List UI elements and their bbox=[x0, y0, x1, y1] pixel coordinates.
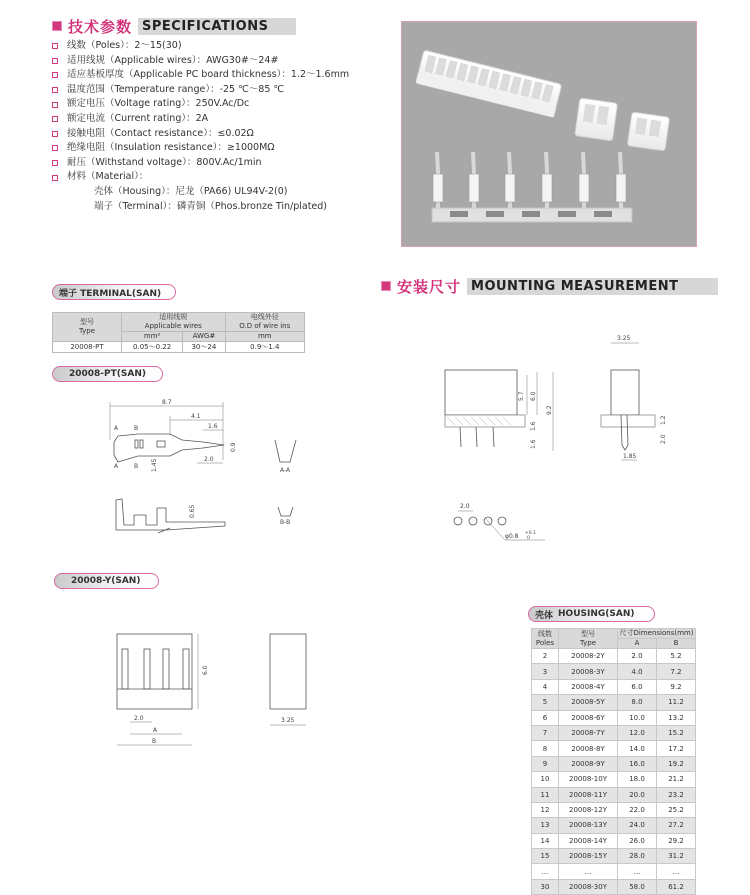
cell-type: 20008-14Y bbox=[559, 833, 618, 848]
cell-type: 20008-13Y bbox=[559, 818, 618, 833]
cell-a: 20.0 bbox=[618, 787, 657, 802]
spec-item: 温度范围（Temperature range）：-25 ℃～85 ℃ bbox=[52, 83, 349, 98]
cell-type: 20008-8Y bbox=[559, 741, 618, 756]
table-row bbox=[532, 649, 696, 664]
cell-type: 20008-30Y bbox=[559, 879, 618, 894]
dim-tip-h: 0.9 bbox=[230, 442, 237, 452]
dim-height: 0.65 bbox=[189, 504, 196, 518]
spec-item: 适用线规（Applicable wires）：AWG30#～24# bbox=[52, 54, 349, 69]
svg-text:+0.1: +0.1 bbox=[525, 531, 536, 536]
header-applicable-wires: 适用线规 Applicable wires bbox=[122, 313, 226, 332]
svg-text:2.0: 2.0 bbox=[460, 503, 470, 510]
svg-text:2.0: 2.0 bbox=[660, 434, 667, 444]
cell-poles: 4 bbox=[532, 679, 559, 694]
specifications-title-cn: 技术参数 bbox=[68, 17, 133, 36]
bullet-icon bbox=[52, 175, 58, 181]
section-bb-label: B-B bbox=[280, 519, 291, 526]
housing-2-pole-photo bbox=[627, 112, 669, 151]
cell-a: 4.0 bbox=[618, 664, 657, 679]
bullet-icon bbox=[52, 72, 58, 78]
cell-b: 13.2 bbox=[657, 710, 696, 725]
spec-item: 材料（Material）： bbox=[52, 170, 349, 185]
cell-poles: 11 bbox=[532, 787, 559, 802]
cell-a: 2.0 bbox=[618, 649, 657, 664]
dim-housing-a: A bbox=[153, 727, 158, 734]
svg-text:5.7: 5.7 bbox=[518, 391, 525, 401]
svg-text:1.2: 1.2 bbox=[660, 415, 667, 425]
section-aa-label: A-A bbox=[280, 467, 291, 474]
table-row bbox=[532, 802, 696, 817]
cell-type: 20008-12Y bbox=[559, 802, 618, 817]
header-type: 型号 Type bbox=[559, 629, 618, 649]
header-poles: 线数 Poles bbox=[532, 629, 559, 649]
cell-b: 11.2 bbox=[657, 695, 696, 710]
cell-type: 20008-9Y bbox=[559, 756, 618, 771]
cell-b: ... bbox=[657, 864, 696, 879]
bullet-icon bbox=[52, 145, 58, 151]
cell-type: 20008-15Y bbox=[559, 849, 618, 864]
cell-type: 20008-7Y bbox=[559, 725, 618, 740]
svg-text:A: A bbox=[114, 425, 119, 432]
cell-b: 61.2 bbox=[657, 879, 696, 894]
bullet-icon bbox=[52, 102, 58, 108]
product-photo bbox=[401, 21, 697, 247]
subheader-mm2: mm² bbox=[122, 332, 183, 342]
table-row bbox=[532, 725, 696, 740]
cell-poles: 8 bbox=[532, 741, 559, 756]
table-row bbox=[532, 864, 696, 879]
cell-b: 25.2 bbox=[657, 802, 696, 817]
mounting-drawing bbox=[425, 325, 705, 555]
section-aa-shape bbox=[275, 440, 296, 462]
table-row bbox=[532, 710, 696, 725]
spec-item: 额定电压（Voltage rating）：250V.Ac/Dc bbox=[52, 97, 349, 112]
cell-b: 21.2 bbox=[657, 772, 696, 787]
dim-front: 4.1 bbox=[191, 413, 201, 420]
cell-b: 19.2 bbox=[657, 756, 696, 771]
housing-drawing-pill-label: 20008-Y(SAN) bbox=[54, 573, 159, 589]
table-row bbox=[532, 756, 696, 771]
dim-crimp: 1.45 bbox=[151, 458, 158, 472]
dim-housing-depth: 3.25 bbox=[281, 717, 295, 724]
subheader-awg: AWG# bbox=[183, 332, 225, 342]
specifications-title-en: SPECIFICATIONS bbox=[138, 18, 296, 35]
cell-b: 29.2 bbox=[657, 833, 696, 848]
cell-a: 58.0 bbox=[618, 879, 657, 894]
housing-2-pole-photo bbox=[575, 98, 618, 141]
specifications-list bbox=[52, 39, 349, 214]
cell-poles: 12 bbox=[532, 802, 559, 817]
bullet-icon bbox=[52, 58, 58, 64]
header-dimensions: 尺寸Dimensions(mm) bbox=[618, 629, 696, 639]
bullet-icon bbox=[52, 160, 58, 166]
table-row bbox=[532, 833, 696, 848]
cell-a: 26.0 bbox=[618, 833, 657, 848]
table-row: 20008-PT 0.05～0.22 30～24 0.9～1.4 bbox=[53, 342, 305, 353]
material-housing: 壳体（Housing）：尼龙（PA66) UL94V-2(0) bbox=[94, 185, 288, 197]
dim-housing-height: 6.0 bbox=[202, 665, 209, 675]
heading-square-icon bbox=[52, 21, 62, 31]
table-row bbox=[532, 695, 696, 710]
mounting-title-en: MOUNTING MEASUREMENT bbox=[467, 278, 718, 295]
housing-12-pole-photo bbox=[416, 50, 562, 117]
cell-poles: 2 bbox=[532, 649, 559, 664]
cell-b: 5.2 bbox=[657, 649, 696, 664]
cell-type: 20008-4Y bbox=[559, 679, 618, 694]
cell-poles: 14 bbox=[532, 833, 559, 848]
table-row bbox=[532, 787, 696, 802]
spec-item: 额定电流（Current rating）：2A bbox=[52, 112, 349, 127]
dim-housing-pitch: 2.0 bbox=[134, 715, 144, 722]
connector-photo-illustration bbox=[402, 22, 696, 246]
dim-overall: 8.7 bbox=[162, 399, 172, 406]
cell-b: 23.2 bbox=[657, 787, 696, 802]
table-row bbox=[532, 849, 696, 864]
cell-b: 15.2 bbox=[657, 725, 696, 740]
spec-item: 适应基板厚度（Applicable PC board thickness）：1.2～1.6mm bbox=[52, 68, 349, 83]
spec-item: 耐压（Withstand voltage）：800V.Ac/1min bbox=[52, 156, 349, 171]
housing-drawing bbox=[100, 625, 330, 750]
svg-text:9.2: 9.2 bbox=[546, 405, 553, 415]
cell-poles: 13 bbox=[532, 818, 559, 833]
mounting-heading bbox=[381, 276, 718, 296]
terminal-drawing bbox=[90, 390, 340, 540]
cell-type: 20008-10Y bbox=[559, 772, 618, 787]
cell-a: 8.0 bbox=[618, 695, 657, 710]
svg-text:A: A bbox=[114, 463, 119, 470]
housing-side-view bbox=[270, 634, 306, 709]
cell-poles: 30 bbox=[532, 879, 559, 894]
svg-text:B: B bbox=[134, 425, 139, 432]
terminal-drawing-pill-label: 20008-PT(SAN) bbox=[52, 366, 163, 382]
section-bb-shape bbox=[278, 507, 293, 516]
subheader-mm: mm bbox=[225, 332, 304, 342]
cell-type: 20008-11Y bbox=[559, 787, 618, 802]
cell-a: 24.0 bbox=[618, 818, 657, 833]
cell-a: 10.0 bbox=[618, 710, 657, 725]
spec-item: 线数（Poles）：2～15(30) bbox=[52, 39, 349, 54]
table-row bbox=[532, 664, 696, 679]
cell-type: 20008-5Y bbox=[559, 695, 618, 710]
svg-text:1.6: 1.6 bbox=[530, 421, 537, 431]
cell-b: 31.2 bbox=[657, 849, 696, 864]
bullet-icon bbox=[52, 116, 58, 122]
table-row bbox=[532, 679, 696, 694]
svg-text:3.25: 3.25 bbox=[617, 335, 631, 342]
cell-type: 20008-3Y bbox=[559, 664, 618, 679]
cell-poles: 10 bbox=[532, 772, 559, 787]
header-od: 电线外径 O.D of wire ins bbox=[225, 313, 304, 332]
header-type: 型号 Type bbox=[53, 313, 122, 342]
cell-b: 17.2 bbox=[657, 741, 696, 756]
table-row bbox=[532, 879, 696, 894]
terminal-table bbox=[52, 312, 305, 353]
svg-text:1.85: 1.85 bbox=[623, 453, 637, 460]
cell-b: 9.2 bbox=[657, 679, 696, 694]
heading-square-icon bbox=[381, 281, 391, 291]
table-row bbox=[532, 741, 696, 756]
dim-tip-w: 2.0 bbox=[204, 456, 214, 463]
terminal-side-view bbox=[116, 499, 225, 530]
cell-type: 20008-2Y bbox=[559, 649, 618, 664]
cell-a: 28.0 bbox=[618, 849, 657, 864]
svg-text:φ0.8: φ0.8 bbox=[505, 533, 519, 540]
svg-text:1.6: 1.6 bbox=[530, 439, 537, 449]
specifications-heading bbox=[52, 16, 296, 36]
housing-pill-label: 壳体 HOUSING(SAN) bbox=[528, 606, 655, 622]
svg-text:6.0: 6.0 bbox=[530, 391, 537, 401]
spec-item: 绝缘电阻（Insulation resistance）：≥1000MΩ bbox=[52, 141, 349, 156]
cell-b: 7.2 bbox=[657, 664, 696, 679]
terminal-pill-label: 端子 TERMINAL(SAN) bbox=[52, 284, 176, 300]
cell-a: 18.0 bbox=[618, 772, 657, 787]
cell-a: 12.0 bbox=[618, 725, 657, 740]
dim-tip: 1.6 bbox=[208, 423, 218, 430]
table-row bbox=[532, 818, 696, 833]
cell-poles: 3 bbox=[532, 664, 559, 679]
bullet-icon bbox=[52, 43, 58, 49]
cell-a: ... bbox=[618, 864, 657, 879]
cell-type: ... bbox=[559, 864, 618, 879]
cell-a: 6.0 bbox=[618, 679, 657, 694]
mounting-title-cn: 安装尺寸 bbox=[397, 277, 462, 296]
dim-housing-b: B bbox=[152, 738, 157, 745]
terminal-strip-photo bbox=[432, 152, 632, 222]
cell-a: 22.0 bbox=[618, 802, 657, 817]
header-b: B bbox=[657, 639, 696, 649]
cell-a: 16.0 bbox=[618, 756, 657, 771]
cell-poles: 15 bbox=[532, 849, 559, 864]
bullet-icon bbox=[52, 131, 58, 137]
spec-item: 接触电阻（Contact resistance）：≤0.02Ω bbox=[52, 127, 349, 142]
header-a: A bbox=[618, 639, 657, 649]
cell-type: 20008-6Y bbox=[559, 710, 618, 725]
cell-poles: 7 bbox=[532, 725, 559, 740]
bullet-icon bbox=[52, 87, 58, 93]
housing-table bbox=[531, 628, 696, 895]
svg-text:0: 0 bbox=[527, 536, 530, 541]
table-row bbox=[532, 772, 696, 787]
cell-a: 14.0 bbox=[618, 741, 657, 756]
cell-b: 27.2 bbox=[657, 818, 696, 833]
cell-poles: 5 bbox=[532, 695, 559, 710]
material-terminal: 端子（Terminal）：磷青铜（Phos.bronze Tin/plated) bbox=[94, 200, 328, 212]
cell-poles: 9 bbox=[532, 756, 559, 771]
cell-poles: ... bbox=[532, 864, 559, 879]
cell-poles: 6 bbox=[532, 710, 559, 725]
svg-text:B: B bbox=[134, 463, 139, 470]
